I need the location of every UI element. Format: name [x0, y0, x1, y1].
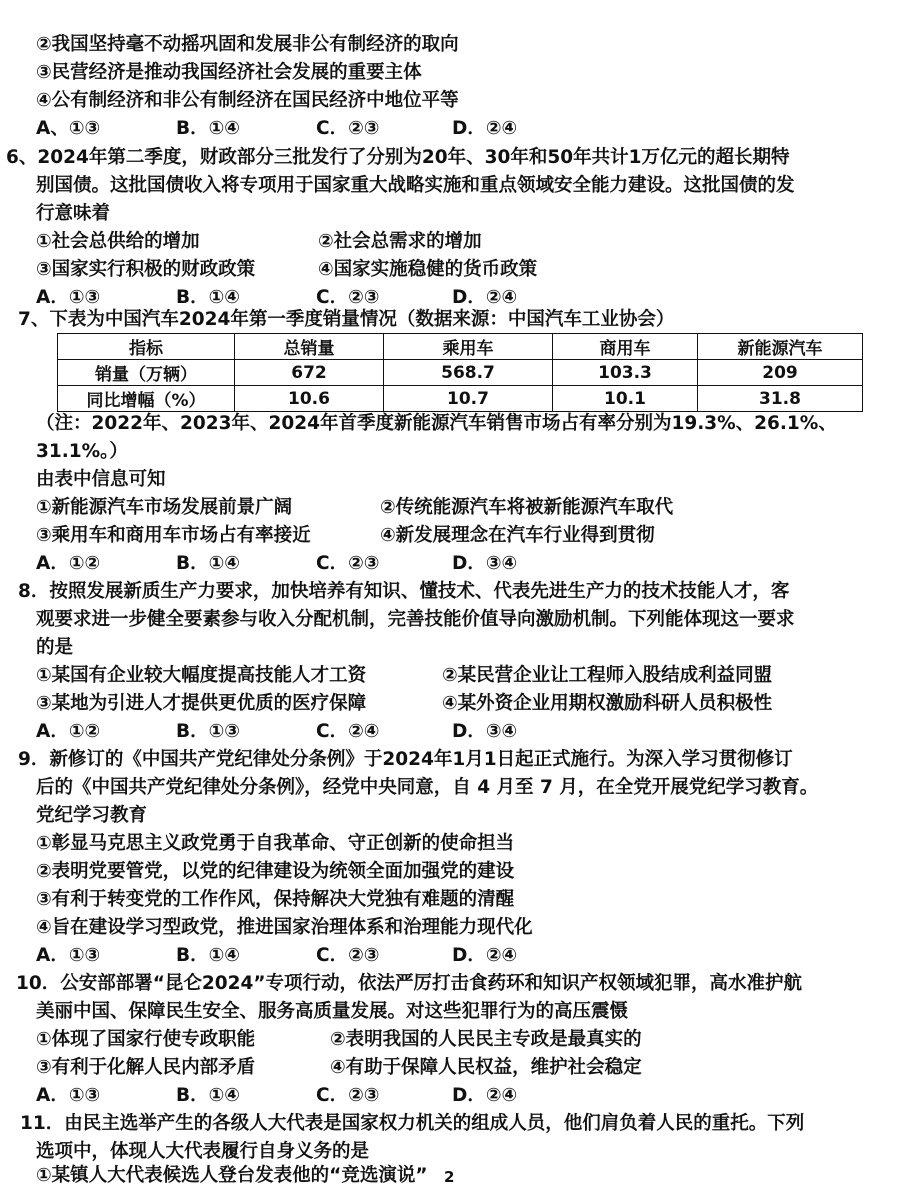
q11-stem-line-2: 选项中，体现人大代表履行自身义务的是 [36, 1141, 370, 1162]
table-cell: 同比增幅（%） [58, 386, 235, 412]
q8-choice-2: ②某民营企业让工程师入股结成利益同盟 [442, 665, 773, 686]
q5-choice-2: ②我国坚持毫不动摇巩固和发展非公有制经济的取向 [36, 34, 459, 55]
q7-stem: 7、下表为中国汽车2024年第一季度销量情况（数据来源：中国汽车工业协会） [18, 309, 675, 330]
q9-choice-2: ②表明党要管党，以党的纪律建设为统领全面加强党的建设 [36, 861, 515, 882]
q11-choice-1: ①某镇人大代表候选人登台发表他的“竞选演说” [36, 1165, 428, 1186]
q6-choice-3: ③国家实行积极的财政政策 [36, 259, 256, 280]
q5-option-a: A、①③ [36, 118, 101, 139]
q6-stem-line-2: 别国债。这批国债收入将专项用于国家重大战略实施和重点领域安全能力建设。这批国债的发 [36, 175, 795, 196]
q10-choice-3: ③有利于化解人民内部矛盾 [36, 1057, 256, 1078]
q6-option-c: C．②③ [316, 287, 380, 308]
page-number: 2 [444, 1168, 455, 1186]
q9-choice-1: ①彰显马克思主义政党勇于自我革命、守正创新的使命担当 [36, 833, 515, 854]
q8-option-b: B．①③ [176, 721, 240, 742]
q10-option-a: A．①③ [36, 1085, 101, 1106]
q10-option-d: D．②④ [452, 1085, 518, 1106]
sales-table [57, 333, 863, 412]
q10-options [36, 1083, 517, 1109]
q9-stem-line-2: 后的《中国共产党纪律处分条例》，经党中央同意，自 4 月至 7 月，在全党开展党纪学习教育。 [36, 777, 819, 798]
q10-choice-2: ②表明我国的人民民主专政是最真实的 [330, 1029, 642, 1050]
q7-option-d: D．③④ [452, 553, 518, 574]
table-header-cell: 乘用车 [384, 334, 553, 360]
q10-choice-4: ④有助于保障人民权益，维护社会稳定 [330, 1057, 642, 1078]
q10-stem-line-2: 美丽中国、保障民生安全、服务高质量发展。对这些犯罪行为的高压震慑 [36, 1001, 629, 1022]
q10-option-b: B．①④ [176, 1085, 240, 1106]
q5-options [36, 116, 517, 142]
q6-option-b: B．①④ [176, 287, 240, 308]
q6-choice-2: ②社会总需求的增加 [318, 231, 482, 252]
table-cell: 销量（万辆） [58, 360, 235, 386]
q7-option-a: A．①② [36, 553, 101, 574]
q7-options [36, 551, 517, 577]
q9-option-b: B．①④ [176, 945, 240, 966]
q8-option-d: D．③④ [452, 721, 518, 742]
table-header-cell: 指标 [58, 334, 235, 360]
table-row [58, 360, 863, 386]
q6-stem-line-3: 行意味着 [36, 203, 111, 224]
table-header-cell: 商用车 [553, 334, 698, 360]
q8-choice-3: ③某地为引进人才提供更优质的医疗保障 [36, 693, 367, 714]
q6-choice-4: ④国家实施稳健的货币政策 [318, 259, 538, 280]
table-cell: 10.1 [553, 386, 698, 412]
q9-stem-line-1: 9．新修订的《中国共产党纪律处分条例》于2024年1月1日起正式施行。为深入学习贯彻修订 [18, 749, 793, 770]
table-cell: 209 [698, 360, 863, 386]
q9-option-a: A．①③ [36, 945, 101, 966]
q7-note-line-1: （注：2022年、2023年、2024年首季度新能源汽车销售市场占有率分别为19.3%、26.1%、 [36, 413, 837, 434]
q6-option-a: A．①③ [36, 287, 101, 308]
q7-choice-1: ①新能源汽车市场发展前景广阔 [36, 497, 293, 518]
q9-choice-3: ③有利于转变党的工作作风，保持解决大党独有难题的清醒 [36, 889, 515, 910]
q8-option-a: A．①② [36, 721, 101, 742]
table-cell: 568.7 [384, 360, 553, 386]
table-header-cell: 总销量 [235, 334, 384, 360]
q5-choice-3: ③民营经济是推动我国经济社会发展的重要主体 [36, 62, 422, 83]
q6-option-d: D．②④ [452, 287, 518, 308]
table-row [58, 386, 863, 412]
table-cell: 103.3 [553, 360, 698, 386]
q7-choice-2: ②传统能源汽车将被新能源汽车取代 [380, 497, 674, 518]
q10-stem-line-1: 10．公安部部署“昆仑2024”专项行动，依法严厉打击食药环和知识产权领域犯罪，高水准护航 [16, 973, 803, 994]
q9-choice-4: ④旨在建设学习型政党，推进国家治理体系和治理能力现代化 [36, 917, 533, 938]
q8-option-c: C．②④ [316, 721, 380, 742]
q9-option-c: C．②③ [316, 945, 380, 966]
q5-choice-4: ④公有制经济和非公有制经济在国民经济中地位平等 [36, 90, 459, 111]
q8-stem-line-3: 的是 [36, 637, 74, 658]
table-cell: 31.8 [698, 386, 863, 412]
q9-options [36, 943, 517, 969]
table-header-row [58, 334, 863, 360]
q9-stem-line-3: 党纪学习教育 [36, 805, 148, 826]
q8-stem-line-1: 8．按照发展新质生产力要求，加快培养有知识、懂技术、代表先进生产力的技术技能人才，客 [18, 581, 790, 602]
q10-choice-1: ①体现了国家行使专政职能 [36, 1029, 256, 1050]
table-header-cell: 新能源汽车 [698, 334, 863, 360]
q5-option-b: B．①④ [176, 118, 240, 139]
q7-option-b: B．①④ [176, 553, 240, 574]
q9-option-d: D．②④ [452, 945, 518, 966]
q7-note-line-2: 31.1%。） [36, 441, 128, 462]
q8-stem-line-2: 观要求进一步健全要素参与收入分配机制，完善技能价值导向激励机制。下列能体现这一要求 [36, 609, 795, 630]
q8-options [36, 719, 517, 745]
q8-choice-1: ①某国有企业较大幅度提高技能人才工资 [36, 665, 367, 686]
q7-choice-4: ④新发展理念在汽车行业得到贯彻 [380, 525, 655, 546]
q7-option-c: C．②③ [316, 553, 380, 574]
table-cell: 10.7 [384, 386, 553, 412]
q7-choice-3: ③乘用车和商用车市场占有率接近 [36, 525, 311, 546]
q5-option-d: D．②④ [452, 118, 518, 139]
q6-stem-line-1: 6、2024年第二季度，财政部分三批发行了分别为20年、30年和50年共计1万亿元的超长期特 [6, 147, 790, 168]
q8-choice-4: ④某外资企业用期权激励科研人员积极性 [442, 693, 773, 714]
table-cell: 10.6 [235, 386, 384, 412]
table-cell: 672 [235, 360, 384, 386]
q5-option-c: C．②③ [316, 118, 380, 139]
q10-option-c: C．②③ [316, 1085, 380, 1106]
q7-lead: 由表中信息可知 [36, 469, 166, 490]
q6-choice-1: ①社会总供给的增加 [36, 231, 200, 252]
q11-stem-line-1: 11．由民主选举产生的各级人大代表是国家权力机关的组成人员，他们肩负着人民的重托。下列 [20, 1113, 805, 1134]
